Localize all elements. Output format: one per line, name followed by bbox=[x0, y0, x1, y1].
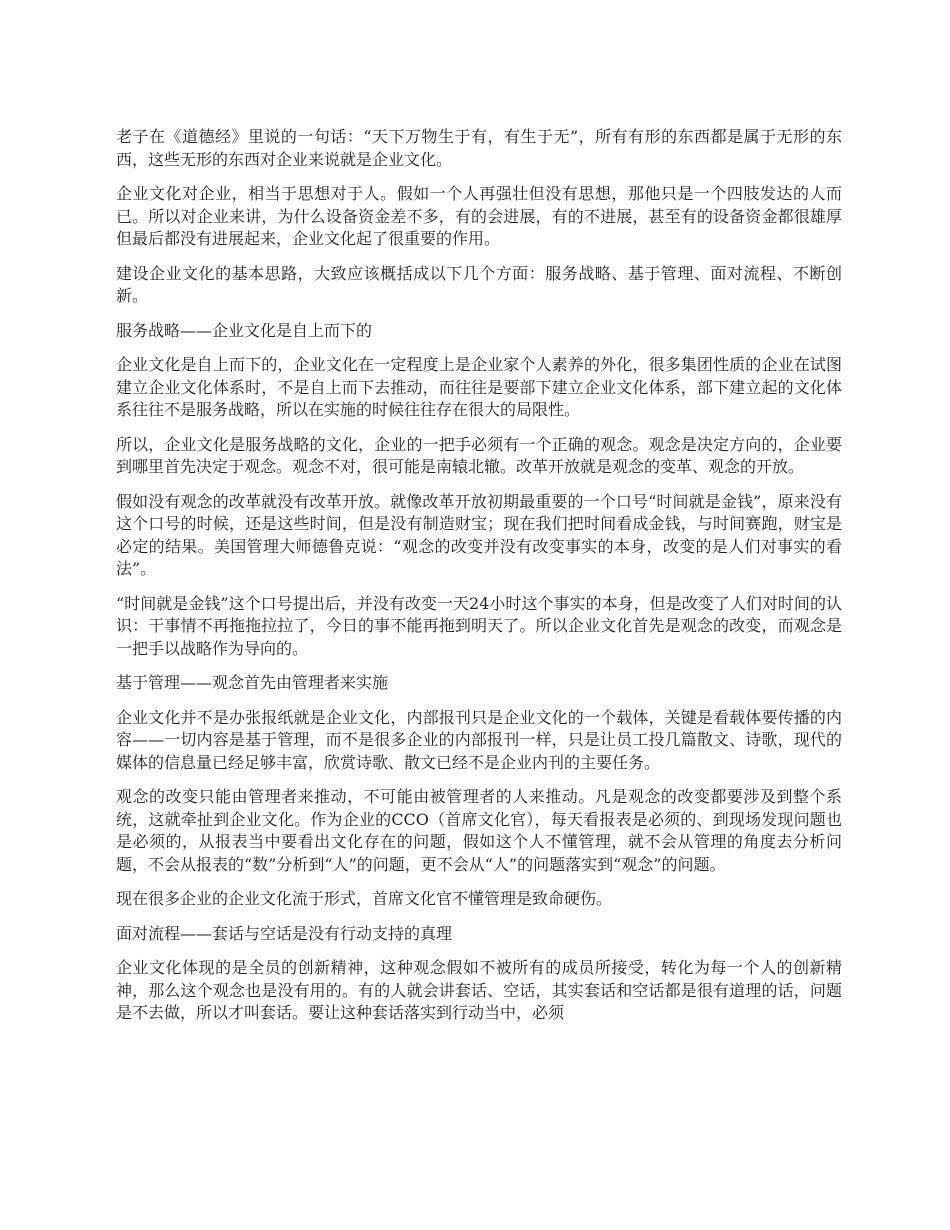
paragraph-2: 企业文化对企业，相当于思想对于人。假如一个人再强壮但没有思想，那他只是一个四肢发达的人而已。所以对企业来讲，为什么设备资金差不多，有的会进展，有的不进展，甚至有的设备资金都很雄厚但最后都没有进展起来，企业文化起了很重要的作用。 bbox=[116, 184, 842, 248]
paragraph-1: 老子在《道德经》里说的一句话：“天下万物生于有，有生于无”，所有有形的东西都是属于无形的东西，这些无形的东西对企业来说就是企业文化。 bbox=[116, 127, 842, 169]
paragraph-5: 企业文化是自上而下的，企业文化在一定程度上是企业家个人素养的外化，很多集团性质的企业在试图建立企业文化体系时，不是自上而下去推动，而往往是要部下建立企业文化体系，部下建立起的文化体系往往不是服务战略，所以在实施的时候往往存在很大的局限性。 bbox=[116, 355, 842, 419]
section-heading-management: 基于管理——观念首先由管理者来实施 bbox=[116, 673, 389, 692]
document-page bbox=[116, 126, 842, 1037]
paragraph-7: 假如没有观念的改革就没有改革开放。就像改革开放初期最重要的一个口号“时间就是金钱”，原来没有这个口号的时候，还是这些时间，但是没有制造财宝；现在我们把时间看成金钱，与时间赛跑，财宝是必定的结果。美国管理大师德鲁克说：“观念的改变并没有改变事实的本身，改变的是人们对事实的看法”。 bbox=[116, 491, 842, 578]
paragraph-14: 企业文化体现的是全员的创新精神，这种观念假如不被所有的成员所接受，转化为每一个人的创新精神，那么这个观念也是没有用的。有的人就会讲套话、空话，其实套话和空话都是很有道理的话，问题是不去做，所以才叫套话。要让这种套话落实到行动当中，必须 bbox=[116, 958, 842, 1022]
paragraph-3: 建设企业文化的基本思路，大致应该概括成以下几个方面：服务战略、基于管理、面对流程、不断创新。 bbox=[116, 263, 842, 305]
section-heading-service-strategy: 服务战略——企业文化是自上而下的 bbox=[116, 320, 373, 340]
section-heading-process: 面对流程——套话与空话是没有行动支持的真理 bbox=[116, 923, 453, 943]
paragraph-6: 所以，企业文化是服务战略的文化，企业的一把手必须有一个正确的观念。观念是决定方向的，企业要到哪里首先决定于观念。观念不对，很可能是南辕北辙。改革开放就是观念的变革、观念的开放。 bbox=[116, 434, 842, 476]
paragraph-10: 企业文化并不是办张报纸就是企业文化，内部报刊只是企业文化的一个载体，关键是看载体要传播的内容——一切内容是基于管理，而不是很多企业的内部报刊一样，只是让员工投几篇散文、诗歌，现代的媒体的信息量已经足够丰富，欣赏诗歌、散文已经不是企业内刊的主要任务。 bbox=[116, 707, 842, 772]
paragraph-12: 现在很多企业的企业文化流于形式，首席文化官不懂管理是致命硬伤。 bbox=[116, 889, 613, 908]
paragraph-8: “时间就是金钱”这个口号提出后，并没有改变一天24小时这个事实的本身，但是改变了人们对时间的认识：干事情不再拖拖拉拉了，今日的事不能再拖到明天了。所以企业文化首先是观念的改变，而观念是一把手以战略作为导向的。 bbox=[116, 593, 842, 658]
paragraph-11: 观念的改变只能由管理者来推动，不可能由被管理者的人来推动。凡是观念的改变都要涉及到整个系统，这就牵扯到企业文化。作为企业的CCO（首席文化官），每天看报表是必须的、到现场发现问题也是必须的，从报表当中要看出文化存在的问题，假如这个人不懂管理，就不会从管理的角度去分析问题，不会从报表的“数”分析到“人”的问题，更不会从“人”的问题落实到“观念”的问题。 bbox=[116, 787, 842, 874]
